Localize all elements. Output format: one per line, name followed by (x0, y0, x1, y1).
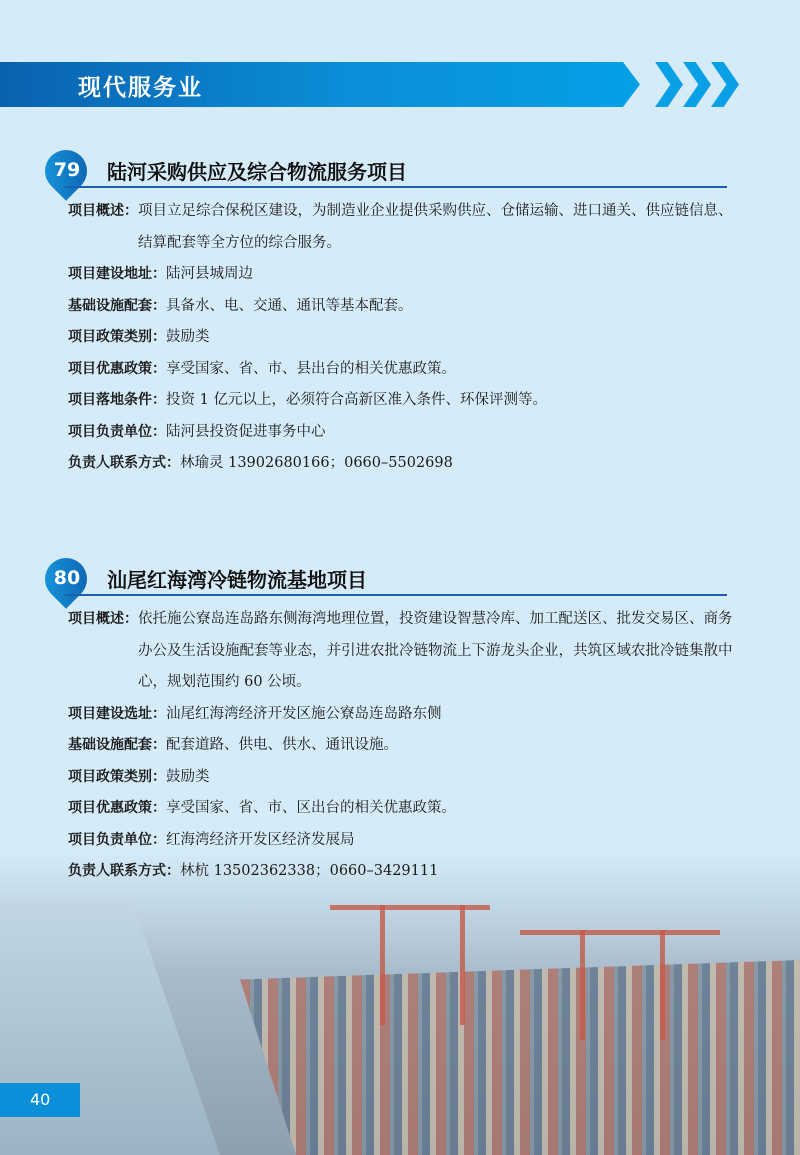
page-number: 40 (30, 1090, 51, 1109)
info-row: 项目建设地址： 陆河县城周边 (68, 266, 253, 282)
container-yard (240, 960, 800, 1155)
info-row: 项目落地条件： 投资 1 亿元以上，必须符合高新区准入条件、环保评测等。 (68, 392, 547, 408)
chevron-right-icon (683, 62, 711, 107)
divider (65, 186, 727, 188)
crane (520, 930, 720, 935)
info-row: 项目优惠政策： 享受国家、省、市、区出台的相关优惠政策。 (68, 800, 456, 816)
info-row: 项目建设选址： 汕尾红海湾经济开发区施公寮岛连岛路东侧 (68, 705, 442, 722)
project-number: 80 (53, 567, 81, 589)
info-row: 负责人联系方式： 林杭 13502362338；0660–3429111 (68, 863, 439, 879)
project-number: 79 (53, 159, 81, 181)
crane (660, 930, 665, 1040)
section-title: 现代服务业 (78, 75, 203, 101)
chevron-right-icon (655, 62, 683, 107)
info-row: 项目政策类别： 鼓励类 (68, 329, 210, 345)
info-row: 项目概述： 依托施公寮岛连岛路东侧海湾地理位置，投资建设智慧冷库、加工配送区、批发交易区、商务办公及生活设施配套等业态，并引进农批冷链物流上下游龙头企业，共筑区域农批冷链集散中心，规划范围约 60 公顷。 (68, 611, 733, 690)
info-row: 基础设施配套： 具备水、电、交通、通讯等基本配套。 (68, 297, 413, 314)
info-row: 项目概述： 项目立足综合保税区建设，为制造业企业提供采购供应、仓储运输、进口通关、供应链信息、结算配套等全方位的综合服务。 (68, 203, 733, 251)
crane (330, 905, 490, 910)
info-row: 项目政策类别： 鼓励类 (68, 768, 210, 785)
chevron-right-icon (711, 62, 739, 107)
info-row: 负责人联系方式： 林瑜灵 13902680166；0660–5502698 (68, 455, 453, 471)
crane (580, 930, 585, 1040)
crane (380, 905, 385, 1025)
project-title: 陆河采购供应及综合物流服务项目 (107, 160, 407, 184)
project-title: 汕尾红海湾冷链物流基地项目 (107, 568, 367, 592)
info-row: 项目优惠政策： 享受国家、省、市、县出台的相关优惠政策。 (68, 360, 456, 377)
crane (460, 905, 465, 1025)
info-row: 项目负责单位： 红海湾经济开发区经济发展局 (68, 831, 355, 848)
info-row: 基础设施配套： 配套道路、供电、供水、通讯设施。 (68, 737, 398, 753)
divider (65, 594, 727, 596)
info-row: 项目负责单位： 陆河县投资促进事务中心 (68, 423, 326, 440)
